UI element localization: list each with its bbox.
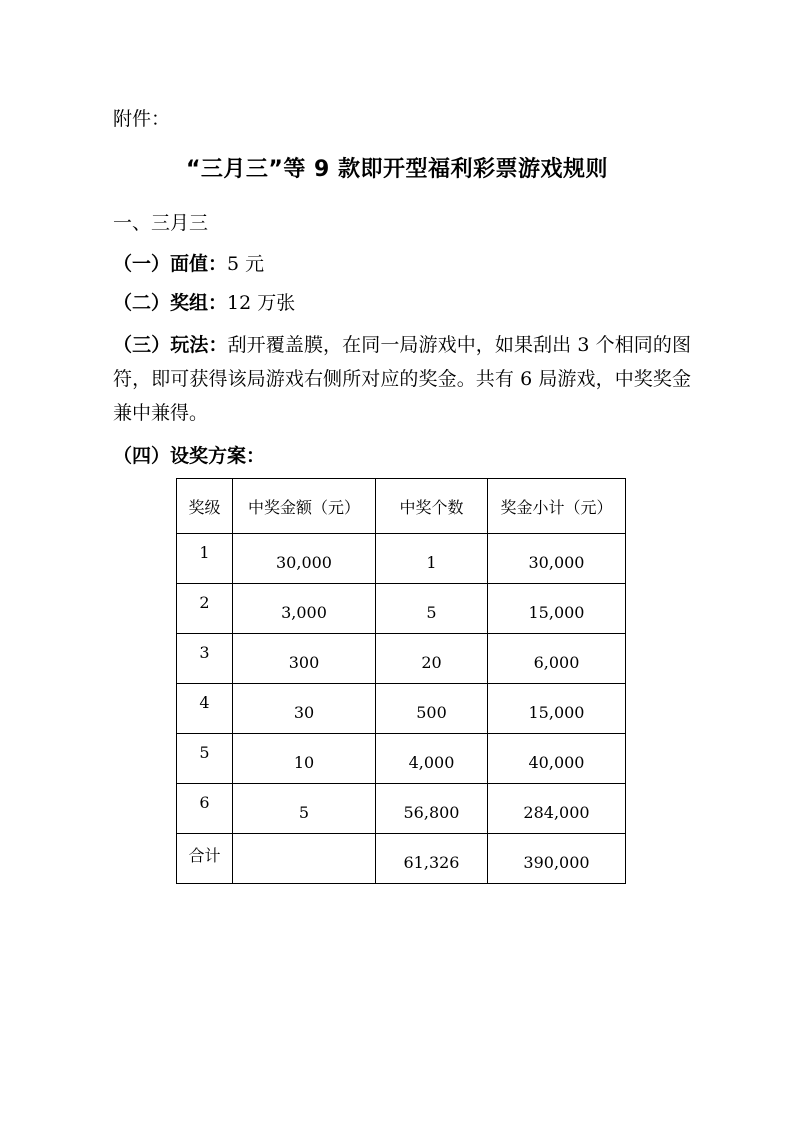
table-cell: 3,000 [233, 584, 376, 634]
attachment-label: 附件： [113, 108, 171, 130]
table-row [177, 784, 626, 834]
gameplay-label: （三）玩法： [113, 334, 228, 356]
table-cell [233, 834, 376, 884]
table-row [177, 534, 626, 584]
table-cell: 5 [177, 734, 233, 784]
table-row [177, 834, 626, 884]
table-cell: 4 [177, 684, 233, 734]
table-cell: 500 [376, 684, 488, 734]
table-cell: 3 [177, 634, 233, 684]
gameplay-text: 刮开覆盖膜，在同一局游戏中，如果刮出 3 个相同的图符，即可获得该局游戏右侧所对应的奖金。共有 6 局游戏，中奖奖金兼中兼得。 [113, 334, 691, 424]
table-cell: 15,000 [488, 684, 626, 734]
document-title: “三月三”等 9 款即开型福利彩票游戏规则 [185, 157, 609, 182]
section-heading: 一、三月三 [113, 212, 209, 234]
face-value-text: 5 元 [227, 253, 265, 275]
table-cell: 合计 [177, 834, 233, 884]
table-cell: 30,000 [488, 534, 626, 584]
table-cell: 5 [376, 584, 488, 634]
table-row [177, 584, 626, 634]
header-cell: 奖金小计（元） [488, 479, 626, 534]
table-cell: 5 [233, 784, 376, 834]
table-cell: 20 [376, 634, 488, 684]
table-cell: 56,800 [376, 784, 488, 834]
table-cell: 1 [177, 534, 233, 584]
table-cell: 15,000 [488, 584, 626, 634]
table-cell: 300 [233, 634, 376, 684]
table-row [177, 634, 626, 684]
header-cell: 奖级 [177, 479, 233, 534]
table-cell: 40,000 [488, 734, 626, 784]
table-cell: 1 [376, 534, 488, 584]
prize-plan-label: （四）设奖方案： [113, 445, 266, 467]
table-cell: 4,000 [376, 734, 488, 784]
header-cell: 中奖金额（元） [233, 479, 376, 534]
table-row [177, 684, 626, 734]
face-value-line [113, 250, 264, 278]
prize-table [176, 478, 626, 884]
table-cell: 30 [233, 684, 376, 734]
table-cell: 6,000 [488, 634, 626, 684]
header-cell: 中奖个数 [376, 479, 488, 534]
face-value-label: （一）面值： [113, 253, 228, 275]
table-row [177, 734, 626, 784]
table-cell: 2 [177, 584, 233, 634]
table-header-row [177, 479, 626, 534]
prize-group-line [113, 289, 295, 317]
prize-group-label: （二）奖组： [113, 292, 228, 314]
table-cell: 30,000 [233, 534, 376, 584]
table-cell: 6 [177, 784, 233, 834]
table-cell: 10 [233, 734, 376, 784]
table-cell: 390,000 [488, 834, 626, 884]
prize-plan-heading [113, 442, 265, 470]
gameplay-paragraph [113, 328, 691, 430]
prize-group-text: 12 万张 [227, 292, 296, 314]
table-cell: 284,000 [488, 784, 626, 834]
table-cell: 61,326 [376, 834, 488, 884]
